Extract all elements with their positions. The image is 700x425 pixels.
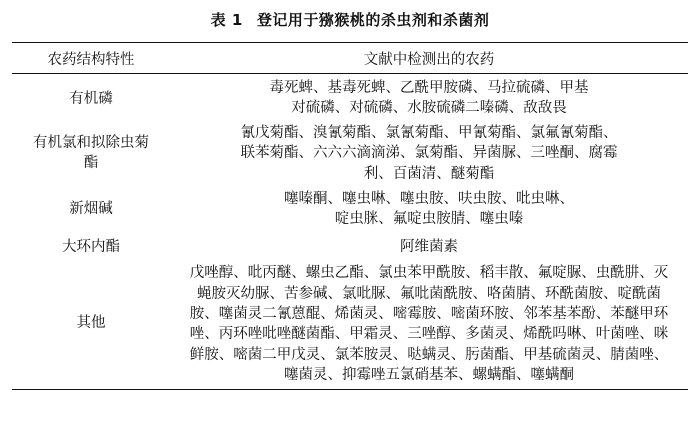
pesticides-cell: 毒死蜱、基毒死蜱、乙酰甲胺磷、马拉硫磷、甲基对硫磷、对硫磷、水胺硫磷二嗪磷、敌敌畏 [269, 80, 589, 117]
header-structure: 农药结构特性 [47, 51, 135, 68]
pesticides-cell: 噻嗪酮、噻虫啉、噻虫胺、呋虫胺、吡虫啉、啶虫脒、氟啶虫胺腈、噻虫嗪 [284, 191, 574, 228]
table-title: 登记用于猕猴桃的杀虫剂和杀菌剂 [256, 11, 490, 29]
table-row [12, 261, 688, 389]
table-row [12, 121, 688, 186]
table-header-row [12, 43, 688, 74]
pesticide-table [12, 42, 688, 390]
table-row [12, 74, 688, 121]
category-cell: 新烟碱 [69, 201, 113, 218]
table-row [12, 233, 688, 261]
header-pesticides: 文献中检测出的农药 [363, 51, 495, 68]
category-cell: 其他 [76, 315, 106, 332]
table-number: 表 1 [210, 11, 243, 29]
table-row [12, 186, 688, 233]
category-cell: 有机氯和拟除虫菊酯 [33, 135, 149, 172]
table-caption [0, 9, 700, 30]
pesticides-cell: 氰戊菊酯、溴氰菊酯、氯氰菊酯、甲氰菊酯、氯氟氰菊酯、联苯菊酯、六六六滴滴涕、氯菊酯、异菌脲、三唑酮、腐霉利、百菌清、醚菊酯 [240, 124, 618, 182]
pesticides-cell: 阿维菌素 [400, 238, 458, 255]
pesticides-cell: 戊唑醇、吡丙醚、螺虫乙酯、氯虫苯甲酰胺、稻丰散、氟啶脲、虫酰肼、灭蝇胺灭幼脲、苦参碱、氯吡脲、氟吡菌酰胺、咯菌腈、环酰菌胺、啶酰菌胺、噻菌灵二氰蒽醌、烯菌灵、嘧霉胺、嘧菌环胺、邻苯基苯酚、苯醚甲环唑、丙环唑吡唑醚菌酯、甲霜灵、三唑醇、多菌灵、烯酰吗啉、叶菌唑、咪鲜胺、嘧菌二甲戊灵、氯苯胺灵、哒螨灵、肟菌酯、甲基硫菌灵、腈菌唑、噻菌灵、抑霉唑五氯硝基苯、螺螨酯、噻螨酮 [189, 265, 669, 384]
category-cell: 有机磷 [69, 91, 113, 108]
category-cell: 大环内酯 [62, 238, 120, 255]
